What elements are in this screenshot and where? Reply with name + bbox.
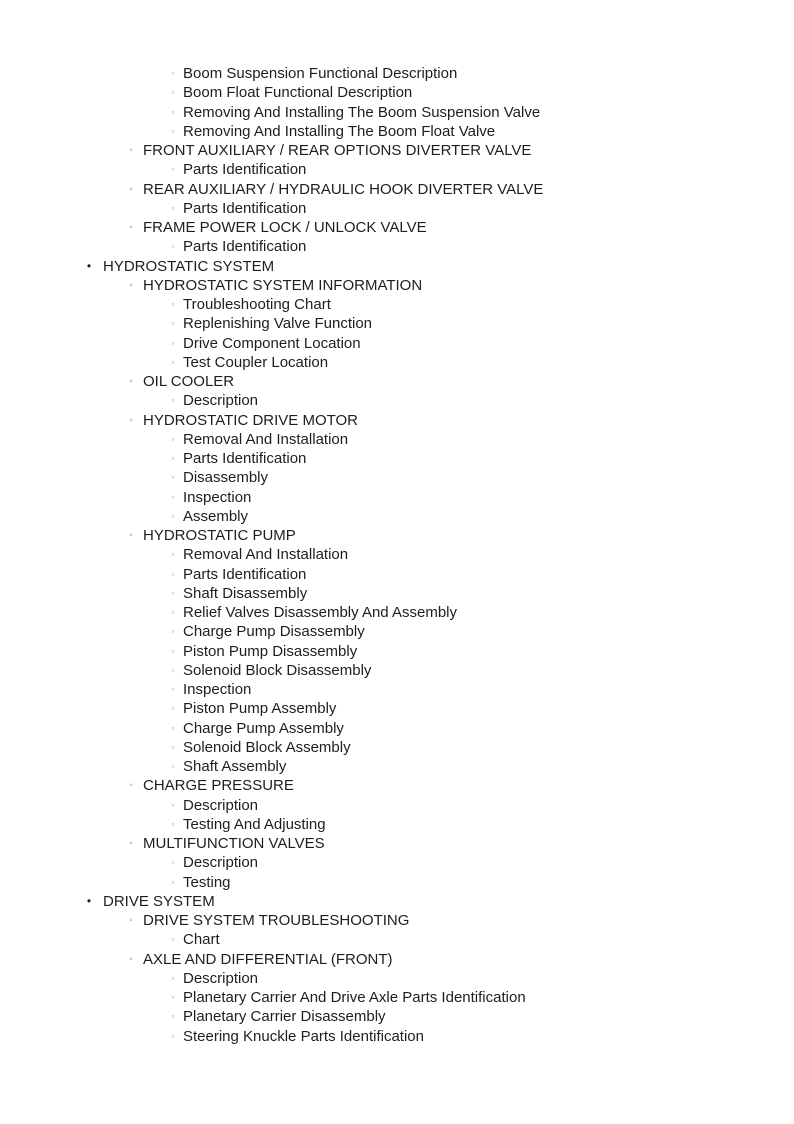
toc-item-label: HYDROSTATIC SYSTEM INFORMATION [143,276,423,294]
toc-item-level-2 [0,180,794,199]
toc-item-label: Chart [183,931,220,949]
toc-item-label: Charge Pump Assembly [183,719,344,737]
toc-item-level-2 [0,218,794,237]
toc-item-level-3 [0,584,794,603]
toc-item-level-3 [0,488,794,507]
toc-item-level-3 [0,449,794,468]
toc-item-label: AXLE AND DIFFERENTIAL (FRONT) [143,950,393,968]
toc-item-label: MULTIFUNCTION VALVES [143,835,325,852]
sub-bullet-icon: ▫ [171,877,175,887]
toc-item-level-3 [0,757,794,776]
toc-item-level-3 [0,1027,794,1046]
toc-item-level-1 [0,257,794,276]
toc-item-level-3 [0,699,794,718]
toc-item-level-3 [0,873,794,892]
sub-bullet-icon: ◦ [129,145,133,156]
toc-item-level-3 [0,314,794,333]
table-of-contents [0,64,794,1046]
sub-bullet-icon: ▫ [171,858,175,868]
toc-item-level-2 [0,372,794,391]
toc-item-level-3 [0,430,794,449]
toc-item-level-3 [0,237,794,256]
sub-bullet-icon: ▫ [171,588,175,598]
sub-bullet-icon: ▫ [171,69,175,78]
toc-item-label: Parts Identification [183,450,307,467]
toc-item-label: Solenoid Block Assembly [183,738,351,756]
toc-item-level-3 [0,719,794,738]
toc-item-label: Planetary Carrier Disassembly [183,1008,386,1026]
sub-bullet-icon: ◦ [129,414,133,426]
toc-item-level-3 [0,565,794,584]
toc-item-label: Planetary Carrier And Drive Axle Parts Identification [183,989,526,1006]
sub-bullet-icon: ▫ [171,723,175,733]
toc-item-label: Inspection [183,681,252,698]
toc-item-level-3 [0,661,794,680]
toc-item-level-3 [0,603,794,622]
sub-bullet-icon: ▫ [171,608,175,617]
toc-item-level-3 [0,83,794,102]
sub-bullet-icon: ▫ [171,473,175,483]
sub-bullet-icon: ▫ [171,454,175,463]
toc-item-label: Replenishing Valve Function [183,315,373,333]
sub-bullet-icon: ▫ [171,434,175,444]
toc-item-level-3 [0,796,794,815]
toc-item-level-3 [0,642,794,661]
toc-item-level-2 [0,276,794,295]
toc-item-label: Steering Knuckle Parts Identification [183,1027,424,1045]
toc-item-level-3 [0,622,794,641]
sub-bullet-icon: ▫ [171,742,175,752]
toc-item-level-2 [0,834,794,853]
sub-bullet-icon: ◦ [129,915,133,926]
sub-bullet-icon: ◦ [129,279,133,291]
toc-item-level-3 [0,122,794,141]
sub-bullet-icon: ▫ [171,88,175,98]
toc-item-label: Testing [183,873,231,891]
toc-item-label: Relief Valves Disassembly And Assembly [183,604,457,621]
toc-item-label: Inspection [183,488,252,506]
toc-item-label: Description [183,796,259,814]
toc-item-level-3 [0,738,794,757]
toc-item-label: Description [183,854,259,872]
toc-item-level-3 [0,160,794,179]
toc-item-level-1 [0,892,794,911]
toc-item-label: Parts Identification [183,565,307,583]
toc-item-label: Parts Identification [183,238,307,256]
toc-item-label: HYDROSTATIC SYSTEM [103,257,275,275]
toc-item-level-2 [0,141,794,160]
sub-bullet-icon: ▫ [171,300,175,309]
toc-item-label: CHARGE PRESSURE [143,777,294,795]
sub-bullet-icon: ◦ [129,376,133,387]
sub-bullet-icon: ▫ [171,993,175,1002]
toc-item-level-3 [0,1007,794,1026]
toc-item-label: Description [183,392,259,410]
sub-bullet-icon: ▫ [171,203,175,213]
toc-item-level-3 [0,199,794,218]
sub-bullet-icon: ▫ [171,319,175,329]
toc-item-label: Testing And Adjusting [183,815,326,833]
sub-bullet-icon: ◦ [129,183,133,195]
sub-bullet-icon: ▫ [171,1012,175,1022]
toc-item-level-3 [0,391,794,410]
toc-item-label: REAR AUXILIARY / HYDRAULIC HOOK DIVERTER VALVE [143,180,544,198]
toc-item-label: HYDROSTATIC PUMP [143,527,296,544]
sub-bullet-icon: ▫ [171,492,175,502]
toc-item-label: Solenoid Block Disassembly [183,661,372,679]
toc-item-level-3 [0,507,794,526]
toc-item-label: FRONT AUXILIARY / REAR OPTIONS DIVERTER VALVE [143,142,532,159]
toc-item-level-3 [0,353,794,372]
toc-item-level-2 [0,776,794,795]
toc-item-level-2 [0,526,794,545]
sub-bullet-icon: ◦ [129,530,133,541]
toc-item-level-3 [0,64,794,83]
sub-bullet-icon: ▫ [171,935,175,945]
toc-item-label: Removing And Installing The Boom Float Valve [183,122,496,140]
sub-bullet-icon: ▫ [171,646,175,656]
toc-item-level-2 [0,411,794,430]
toc-item-label: Removing And Installing The Boom Suspension Valve [183,103,541,121]
sub-bullet-icon: ▫ [171,165,175,175]
toc-item-label: Test Coupler Location [183,353,329,371]
toc-item-label: Piston Pump Disassembly [183,642,358,660]
toc-item-level-3 [0,969,794,988]
toc-item-label: FRAME POWER LOCK / UNLOCK VALVE [143,219,427,236]
toc-item-label: Drive Component Location [183,334,361,352]
toc-item-label: Shaft Assembly [183,758,287,775]
toc-item-level-3 [0,853,794,872]
toc-item-level-3 [0,468,794,487]
sub-bullet-icon: ▫ [171,107,175,117]
toc-item-level-3 [0,988,794,1007]
toc-item-label: Troubleshooting Chart [183,296,331,313]
toc-item-label: Boom Suspension Functional Description [183,65,458,82]
toc-item-level-3 [0,815,794,834]
toc-item-level-2 [0,950,794,969]
toc-item-level-2 [0,911,794,930]
sub-bullet-icon: ▫ [171,338,175,348]
toc-item-label: Parts Identification [183,161,307,179]
sub-bullet-icon: ▫ [171,357,175,367]
toc-item-label: Parts Identification [183,199,307,217]
toc-item-label: Boom Float Functional Description [183,84,413,102]
toc-item-level-3 [0,334,794,353]
sub-bullet-icon: ◦ [129,222,133,233]
sub-bullet-icon: ▫ [171,126,175,136]
toc-item-label: DRIVE SYSTEM TROUBLESHOOTING [143,912,410,929]
toc-item-label: DRIVE SYSTEM [103,892,215,910]
sub-bullet-icon: ◦ [129,838,133,849]
sub-bullet-icon: ▫ [171,1031,175,1041]
sub-bullet-icon: ◦ [129,953,133,965]
toc-item-label: Charge Pump Disassembly [183,623,365,641]
sub-bullet-icon: ◦ [129,780,133,792]
sub-bullet-icon: ▫ [171,511,175,521]
sub-bullet-icon: ▫ [171,550,175,560]
sub-bullet-icon: ▫ [171,665,175,675]
toc-item-label: Removal And Installation [183,430,349,448]
toc-item-label: HYDROSTATIC DRIVE MOTOR [143,411,359,429]
bullet-icon: • [86,893,92,908]
toc-item-level-3 [0,680,794,699]
toc-item-level-3 [0,295,794,314]
bullet-icon: • [86,258,92,273]
sub-bullet-icon: ▫ [171,242,175,252]
toc-item-label: Shaft Disassembly [183,584,308,602]
sub-bullet-icon: ▫ [171,685,175,694]
sub-bullet-icon: ▫ [171,800,175,810]
toc-item-label: Description [183,969,259,987]
sub-bullet-icon: ▫ [171,569,175,579]
toc-item-label: Piston Pump Assembly [183,700,337,718]
toc-item-label: Assembly [183,507,249,525]
toc-item-level-3 [0,103,794,122]
toc-item-label: OIL COOLER [143,373,235,390]
toc-item-label: Disassembly [183,469,269,487]
sub-bullet-icon: ▫ [171,819,175,829]
sub-bullet-icon: ▫ [171,973,175,983]
sub-bullet-icon: ▫ [171,627,175,637]
toc-item-level-3 [0,930,794,949]
toc-item-level-3 [0,545,794,564]
toc-item-label: Removal And Installation [183,546,349,564]
sub-bullet-icon: ▫ [171,396,175,406]
sub-bullet-icon: ▫ [171,762,175,771]
sub-bullet-icon: ▫ [171,704,175,714]
